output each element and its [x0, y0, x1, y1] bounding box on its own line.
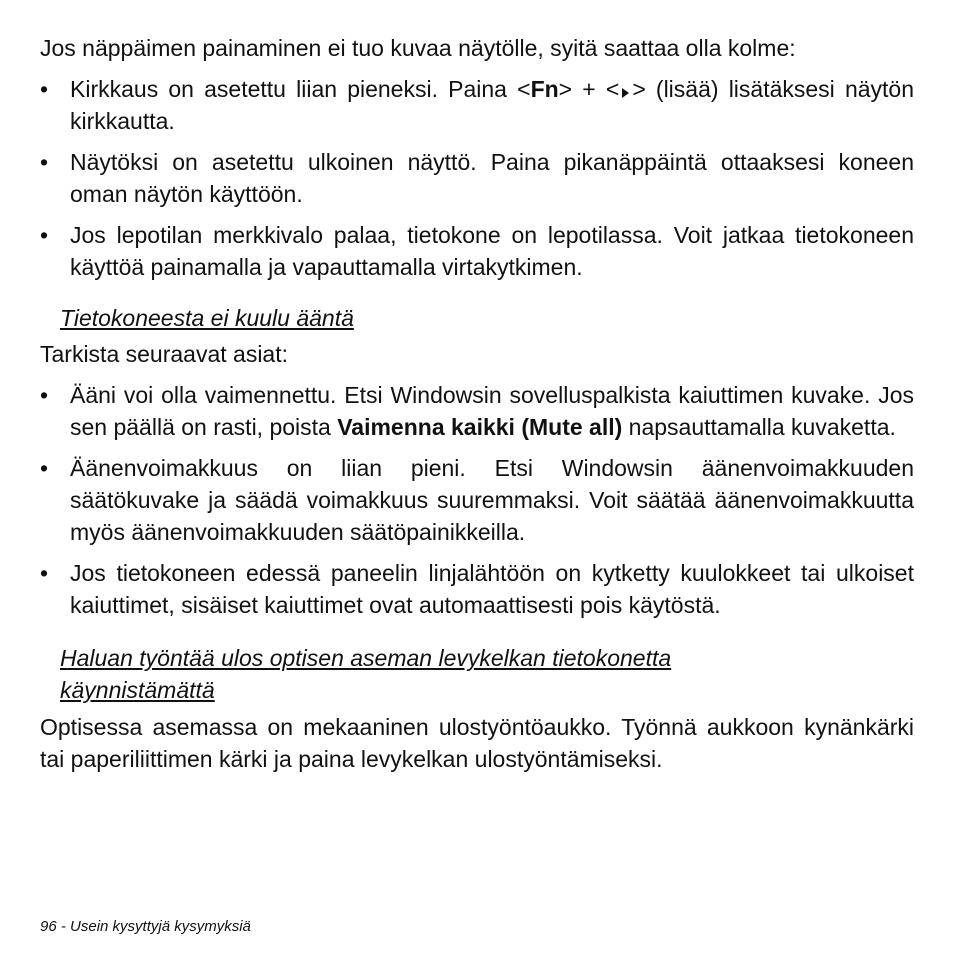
bullet-list-sound — [40, 379, 914, 621]
bullet-mark: • — [40, 222, 49, 248]
list-item-text: Jos lepotilan merkkivalo palaa, tietokone on lepotilassa. Voit jatkaa tietokoneen käyttöä painamalla ja vapauttamalla virtakytkimen. — [70, 222, 914, 280]
list-item-text: Näytöksi on asetettu ulkoinen näyttö. Paina pikanäppäintä ottaaksesi koneen oman näytön käyttöön. — [70, 149, 914, 207]
text-segment: napsauttamalla kuvaketta. — [622, 414, 896, 440]
page-footer: 96 - Usein kysyttyjä kysymyksiä — [40, 918, 251, 935]
list-item — [40, 219, 914, 283]
bullet-mark: • — [40, 560, 49, 586]
section-body: Optisessa asemassa on mekaaninen ulostyöntöaukko. Työnnä aukkoon kynänkärki tai paperiliittimen kärki ja paina levykelkan ulostyöntämiseksi. — [40, 714, 914, 772]
section-heading-optical: Haluan työntää ulos optisen aseman levykelkan tietokonetta käynnistämättä — [60, 645, 672, 703]
text-segment: > + < — [558, 76, 620, 102]
list-item — [40, 452, 914, 548]
bullet-mark: • — [40, 149, 49, 175]
bold-term: Vaimenna kaikki (Mute all) — [337, 414, 623, 440]
text-segment: Ääni voi olla vaimennettu. Etsi Windowsin sovelluspalkista kaiuttimen kuvake. Jos sen päällä on rasti, poista — [70, 382, 914, 440]
list-item-text: Jos tietokoneen edessä paneelin linjalähtöön on kytketty kuulokkeet tai ulkoiset kaiuttimet, sisäiset kaiuttimet ovat automaattisesti pois käytöstä. — [70, 560, 914, 618]
document-body — [40, 32, 914, 775]
section-heading-sound: Tietokoneesta ei kuulu ääntä — [60, 305, 354, 331]
section-intro: Tarkista seuraavat asiat: — [40, 341, 289, 367]
play-triangle-icon — [622, 88, 629, 98]
intro-paragraph: Jos näppäimen painaminen ei tuo kuvaa näytölle, syitä saattaa olla kolme: — [40, 35, 796, 61]
bullet-mark: • — [40, 455, 49, 481]
list-item-text: Äänenvoimakkuus on liian pieni. Etsi Windowsin äänenvoimakkuuden säätökuvake ja säädä voimakkuus suuremmaksi. Voit säätää äänenvoimakkuutta myös äänenvoimakkuuden säätöpainikkeilla. — [70, 455, 914, 545]
bullet-mark: • — [40, 76, 49, 102]
list-item — [40, 557, 914, 621]
fn-key: Fn — [530, 76, 559, 102]
text-segment: > (lisää) lisätäksesi näytön kirkkautta. — [70, 76, 915, 134]
list-item — [40, 146, 914, 210]
list-item — [40, 73, 914, 137]
bullet-mark: • — [40, 382, 49, 408]
bullet-list-display — [40, 73, 914, 283]
list-item — [40, 379, 914, 443]
text-segment: Kirkkaus on asetettu liian pieneksi. Paina < — [70, 76, 531, 102]
